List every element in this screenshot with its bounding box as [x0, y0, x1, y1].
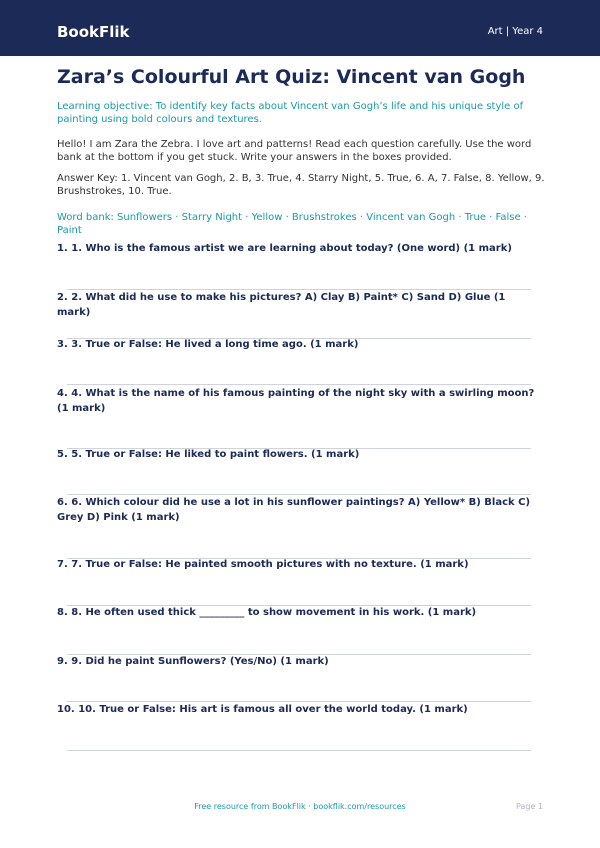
- question-4: 4. 4. What is the name of his famous painting of the night sky with a swirling moon? (1 mark): [57, 388, 535, 414]
- header-bar: [0, 0, 600, 56]
- word-bank: Word bank: Sunflowers · Starry Night · Yellow · Brushstrokes · Vincent van Gogh · True · False · Paint: [57, 212, 527, 236]
- question-8: 8. 8. He often used thick _________ to show movement in his work. (1 mark): [57, 607, 477, 618]
- footer-resource-link[interactable]: Free resource from BookFlik · bookflik.com/resources: [194, 802, 406, 811]
- intro-text: Hello! I am Zara the Zebra. I love art and patterns! Read each question carefully. Use the word bank at the bottom if you get stuck. Write your answers in the boxes provided.: [57, 139, 532, 163]
- subject-year-label: Art | Year 4: [487, 26, 543, 37]
- question-6: 6. 6. Which colour did he use a lot in his sunflower paintings? A) Yellow* B) Black C) Grey D) Pink (1 mark): [57, 497, 531, 523]
- question-9: 9. 9. Did he paint Sunflowers? (Yes/No) (1 mark): [57, 656, 329, 667]
- question-10: 10. 10. True or False: His art is famous all over the world today. (1 mark): [57, 704, 468, 715]
- question-3: 3. 3. True or False: He lived a long time ago. (1 mark): [57, 339, 359, 350]
- learning-objective: Learning objective: To identify key facts about Vincent van Gogh’s life and his unique style of painting using bold colours and textures.: [57, 101, 524, 125]
- question-7: 7. 7. True or False: He painted smooth pictures with no texture. (1 mark): [57, 559, 469, 570]
- answer-line-10[interactable]: [67, 750, 531, 751]
- question-2: 2. 2. What did he use to make his pictures? A) Clay B) Paint* C) Sand D) Glue (1 mark): [57, 292, 506, 318]
- question-5: 5. 5. True or False: He liked to paint flowers. (1 mark): [57, 449, 360, 460]
- page-title: Zara’s Colourful Art Quiz: Vincent van Gogh: [57, 66, 526, 88]
- page-number: Page 1: [516, 802, 543, 811]
- answer-line-3[interactable]: [67, 384, 531, 385]
- brand-logo[interactable]: BookFlik: [57, 23, 130, 41]
- answer-key: Answer Key: 1. Vincent van Gogh, 2. B, 3. True, 4. Starry Night, 5. True, 6. A, 7. False, 8. Yellow, 9. Brushstrokes, 10. True.: [57, 173, 545, 197]
- question-1: 1. 1. Who is the famous artist we are learning about today? (One word) (1 mark): [57, 243, 512, 254]
